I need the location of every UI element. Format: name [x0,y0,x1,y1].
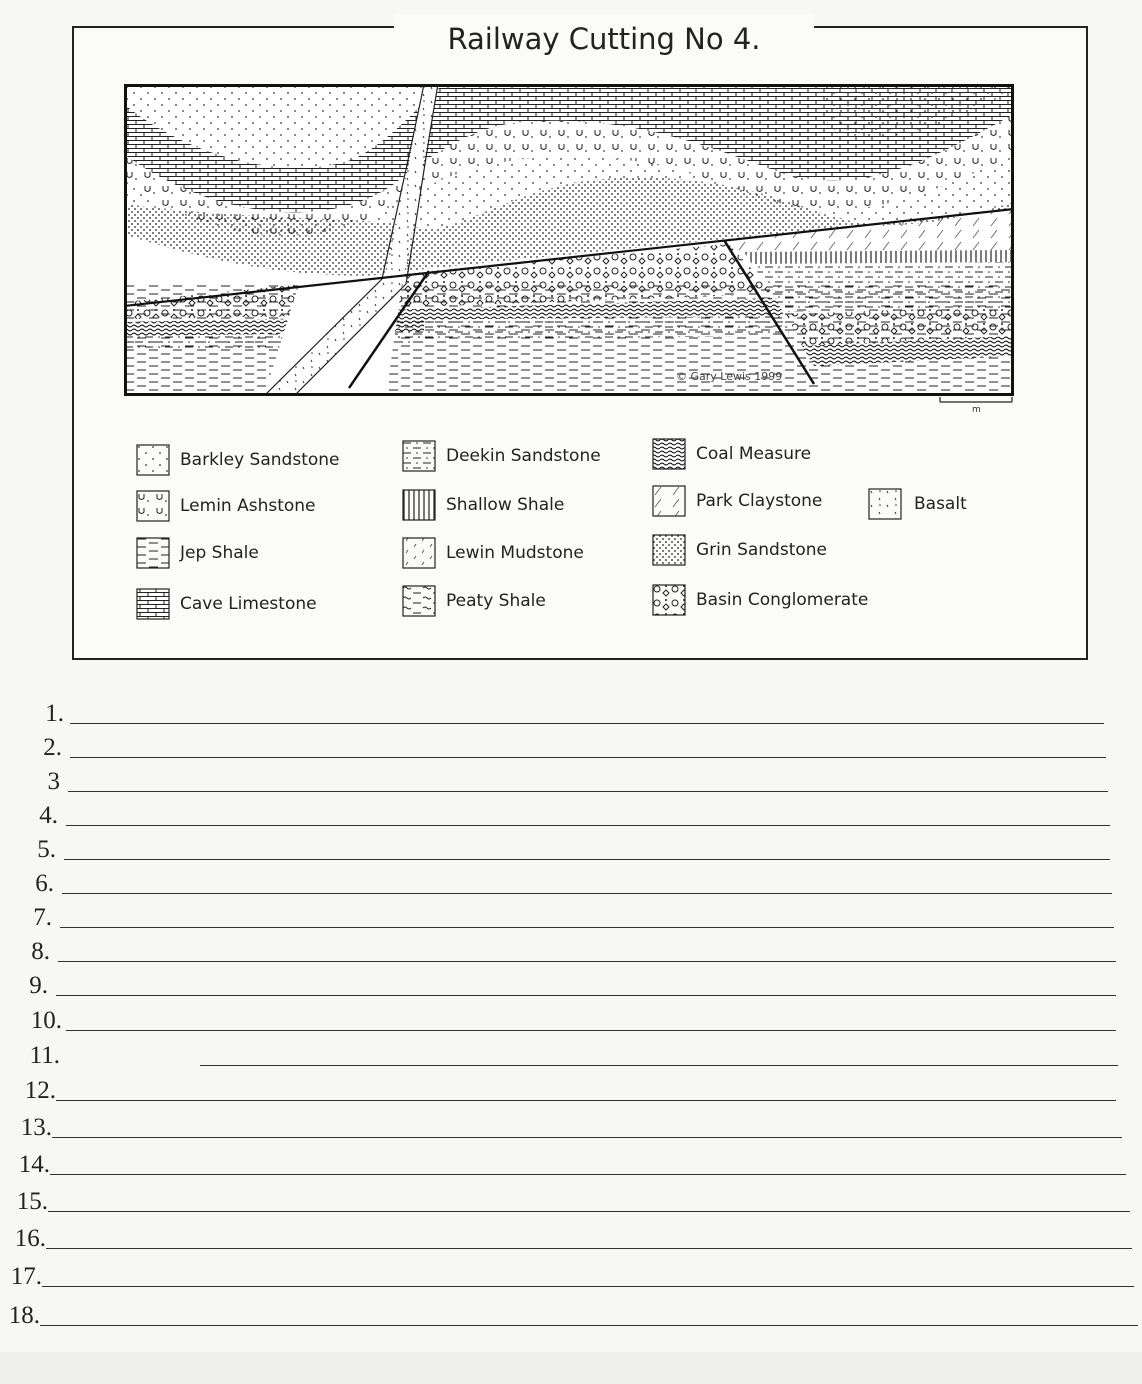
peaty-shale-swatch [402,585,436,617]
legend-label: Basalt [914,494,967,514]
question-number: 16. [14,1225,46,1252]
answer-row [0,1147,1142,1181]
cave-limestone-swatch [136,588,170,620]
barkley-sandstone-swatch [136,444,170,476]
lewin-mudstone-swatch [402,537,436,569]
question-number: 13. [20,1114,52,1141]
page-edge-shadow [0,1352,1142,1384]
answer-line[interactable] [66,825,1110,826]
coal-measure-swatch [652,438,686,470]
legend-item-coal-measure [652,436,811,472]
question-number: 8. [31,938,50,965]
legend-label: Lewin Mudstone [446,543,584,563]
legend-item-lemin-ashstone [136,488,316,524]
answer-row [0,764,1142,798]
question-number: 4. [39,802,58,829]
copyright-text: © Gary Lewis 1999 [676,370,783,383]
question-number: 3 [47,768,60,795]
answer-row [0,730,1142,764]
layer-deekin-mid [374,316,790,340]
answer-line[interactable] [60,927,1114,928]
answer-row [0,934,1142,968]
legend-item-peaty-shale [402,583,546,619]
question-number: 18. [8,1302,40,1329]
answer-line[interactable] [62,893,1112,894]
legend-item-deekin-sandstone [402,438,601,474]
question-number: 12. [24,1077,56,1104]
answer-row [0,1298,1142,1332]
question-number: 15. [16,1188,48,1215]
question-number: 1. [45,700,64,727]
answer-line[interactable] [200,1065,1118,1066]
scale-bar [938,394,1014,414]
lemin-ashstone-swatch [136,490,170,522]
answer-row [0,1073,1142,1107]
layer-deekin-right [752,262,1014,312]
legend-item-lewin-mudstone [402,535,584,571]
answer-row [0,1259,1142,1293]
jep-shale-swatch [136,537,170,569]
answer-line[interactable] [58,961,1116,962]
legend-item-shallow-shale [402,487,564,523]
question-number: 14. [18,1151,50,1178]
question-number: 7. [33,904,52,931]
answer-line[interactable] [56,995,1116,996]
question-number: 6. [35,870,54,897]
answer-row [0,1184,1142,1218]
answer-row [0,696,1142,730]
answer-line[interactable] [50,1174,1126,1175]
answer-row [0,1003,1142,1037]
question-number: 5. [37,836,56,863]
answer-line[interactable] [68,791,1108,792]
answer-line[interactable] [42,1286,1134,1287]
answer-row [0,832,1142,866]
question-number: 10. [30,1007,62,1034]
legend-label: Grin Sandstone [696,540,827,560]
legend-label: Shallow Shale [446,495,565,515]
answer-line[interactable] [46,1248,1132,1249]
legend-item-barkley-sandstone [136,442,340,478]
answer-line[interactable] [66,1030,1116,1031]
legend-label: Cave Limestone [180,594,317,614]
legend-item-basalt [866,486,967,522]
layer-shallow-shale-right [744,250,1014,264]
answer-row [0,968,1142,1002]
answer-line[interactable] [48,1211,1130,1212]
answer-line[interactable] [70,723,1104,724]
basin-conglomerate-swatch [652,584,686,616]
legend-label: Park Claystone [696,491,823,511]
answer-row [0,1038,1142,1072]
legend-item-grin-sandstone [652,532,827,568]
shallow-shale-swatch [402,489,436,521]
question-number: 9. [29,972,48,999]
grin-sandstone-swatch [652,534,686,566]
answer-row [0,798,1142,832]
question-number: 11. [29,1042,60,1069]
answer-row [0,866,1142,900]
legend-item-jep-shale [136,535,259,571]
basalt-swatch [866,488,904,520]
legend-label: Peaty Shale [446,591,546,611]
answer-line[interactable] [52,1137,1122,1138]
legend-label: Barkley Sandstone [180,450,340,470]
question-number: 17. [10,1263,42,1290]
scale-label: m [972,405,981,414]
answer-line[interactable] [70,757,1106,758]
legend-label: Basin Conglomerate [696,590,869,610]
legend-item-cave-limestone [136,586,317,622]
legend-label: Deekin Sandstone [446,446,601,466]
legend-label: Lemin Ashstone [180,496,316,516]
legend-label: Coal Measure [696,444,812,464]
answer-line[interactable] [64,859,1110,860]
railway-cutting-cross-section [124,84,1014,396]
answer-line[interactable] [40,1325,1138,1326]
answer-row [0,900,1142,934]
answer-row [0,1221,1142,1255]
deekin-sandstone-swatch [402,440,436,472]
question-number: 2. [43,734,62,761]
legend-item-park-claystone [652,483,822,519]
legend-label: Jep Shale [180,543,259,563]
diagram-title: Railway Cutting No 4. [394,14,814,64]
answer-row [0,1110,1142,1144]
answer-line[interactable] [56,1100,1116,1101]
park-claystone-swatch [652,485,686,517]
legend-item-basin-conglomerate [652,582,868,618]
